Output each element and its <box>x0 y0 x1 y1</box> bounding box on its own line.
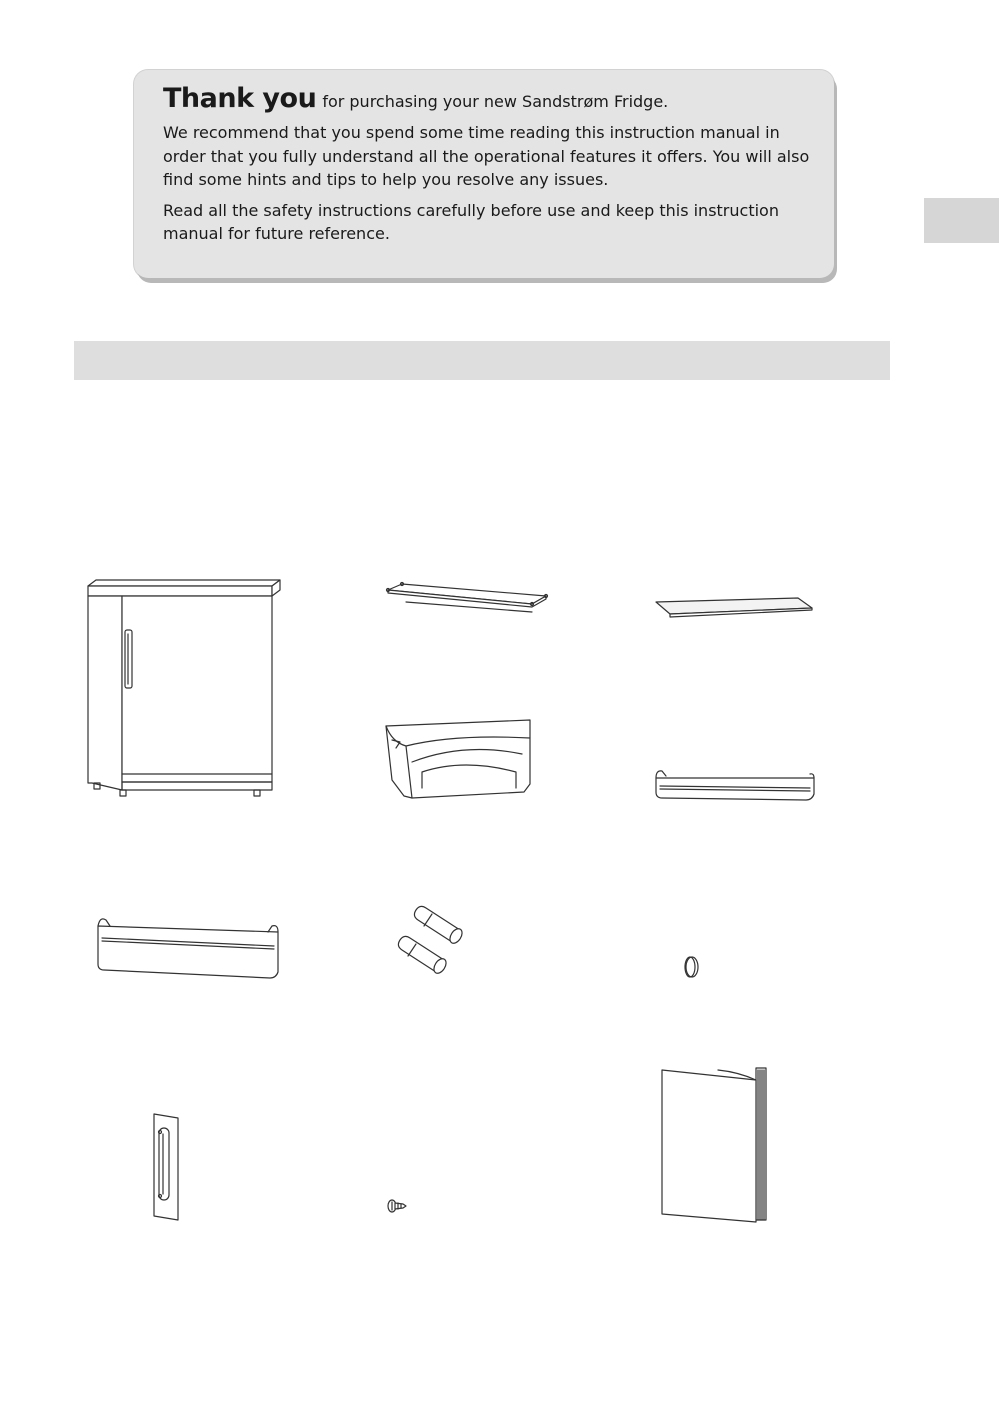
intro-box <box>134 70 834 278</box>
hole-cover-cap-icon <box>680 954 702 980</box>
small-door-balcony-icon <box>652 768 820 804</box>
door-handle-icon <box>148 1110 184 1224</box>
large-door-balcony-icon <box>94 916 282 982</box>
section-heading-bar <box>74 341 890 380</box>
instruction-manual-icon <box>658 1064 770 1224</box>
language-side-tab <box>924 198 999 243</box>
intro-title <box>163 83 810 114</box>
screw-icon <box>386 1198 408 1214</box>
fridge-unit-icon <box>82 578 284 798</box>
intro-title-rest: for purchasing your new Sandstrøm Fridge. <box>322 92 669 111</box>
crisper-drawer-icon <box>384 718 534 802</box>
intro-paragraph-2: Read all the safety instructions carefully before use and keep this instruction manual for future reference. <box>163 200 779 243</box>
wire-shelf-icon <box>386 582 550 616</box>
intro-title-big: Thank you <box>163 83 317 114</box>
adjustable-feet-icon <box>388 902 472 976</box>
intro-paragraph-1: We recommend that you spend some time reading this instruction manual in order that you fully understand all the operational features it offers. You will also find some hints and tips to help you resolve any issues. <box>163 123 810 189</box>
glass-shelf-icon <box>654 596 814 620</box>
